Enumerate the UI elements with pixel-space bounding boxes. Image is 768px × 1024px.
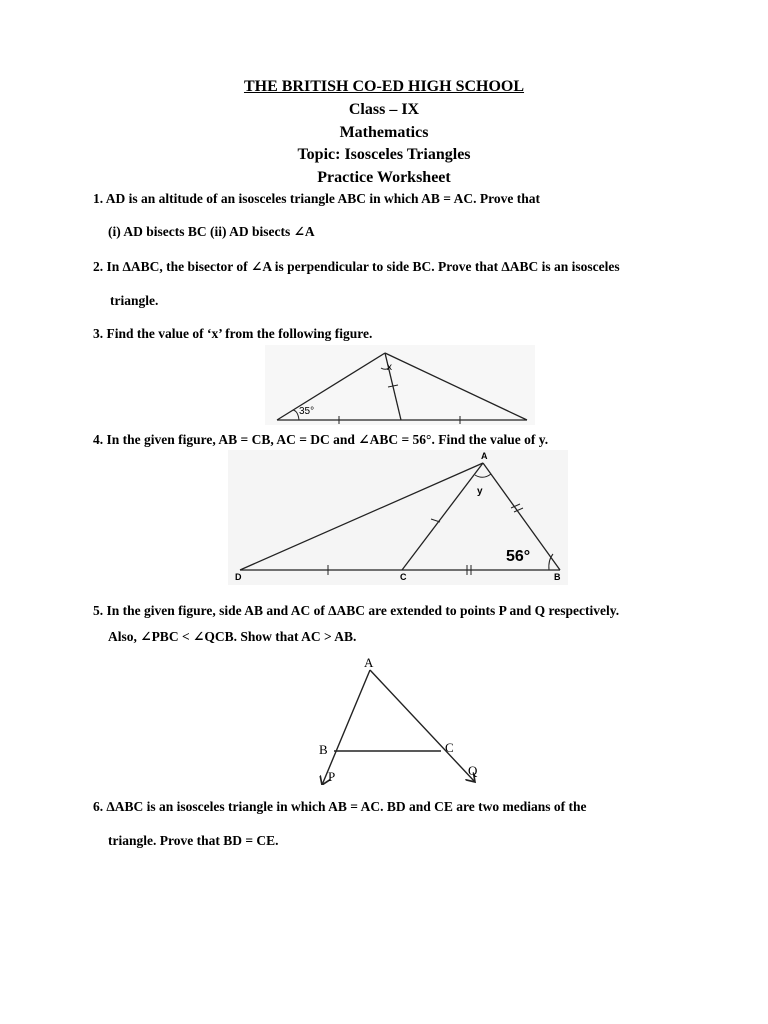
fig5-label-q: Q [468,763,478,778]
fig3-x-label: x [387,362,392,373]
question-6-line-2: triangle. Prove that BD = CE. [108,833,279,848]
question-6-line-1: 6. ∆ABC is an isosceles triangle in which AB = AC. BD and CE are two medians of the [93,799,587,814]
figure-4 [228,450,568,585]
fig5-side-aq [370,670,475,782]
question-3-line-1: 3. Find the value of ‘x’ from the following figure. [93,326,373,341]
fig5-label-p: P [328,769,336,784]
fig4-label-d: D [235,572,242,582]
fig4-label-a: A [481,451,488,461]
fig4-y-label: y [477,486,483,497]
fig3-angle-label: 35° [299,406,315,417]
fig4-angle-label: 56° [506,548,531,565]
question-5-line-2: Also, ∠PBC < ∠QCB. Show that AC > AB. [108,629,357,644]
class-heading: Class – IX [348,101,420,118]
question-2-line-1: 2. In ∆ABC, the bisector of ∠A is perpendicular to side BC. Prove that ∆ABC is an isosceles [93,259,620,274]
topic-heading: Topic: Isosceles Triangles [297,146,471,163]
figure-5 [310,655,490,785]
fig4-label-b: B [554,572,561,582]
fig5-label-b: B [319,742,328,757]
question-1-line-2: (i) AD bisects BC (ii) AD bisects ∠A [108,224,315,239]
worksheet-heading: Practice Worksheet [317,169,451,186]
fig5-label-a: A [364,655,374,670]
fig5-label-c: C [445,740,454,755]
fig4-label-c: C [400,572,407,582]
fig5-side-ap [322,670,370,785]
school-title: THE BRITISH CO-ED HIGH SCHOOL [243,78,525,95]
question-1-line-1: 1. AD is an altitude of an isosceles triangle ABC in which AB = AC. Prove that [93,191,540,206]
question-2-line-2: triangle. [110,293,159,308]
subject-heading: Mathematics [339,124,429,141]
figure-3 [265,345,535,425]
question-5-line-1: 5. In the given figure, side AB and AC of ∆ABC are extended to points P and Q respectively. [93,603,620,618]
question-4-line-1: 4. In the given figure, AB = CB, AC = DC and ∠ABC = 56°. Find the value of y. [93,432,549,447]
